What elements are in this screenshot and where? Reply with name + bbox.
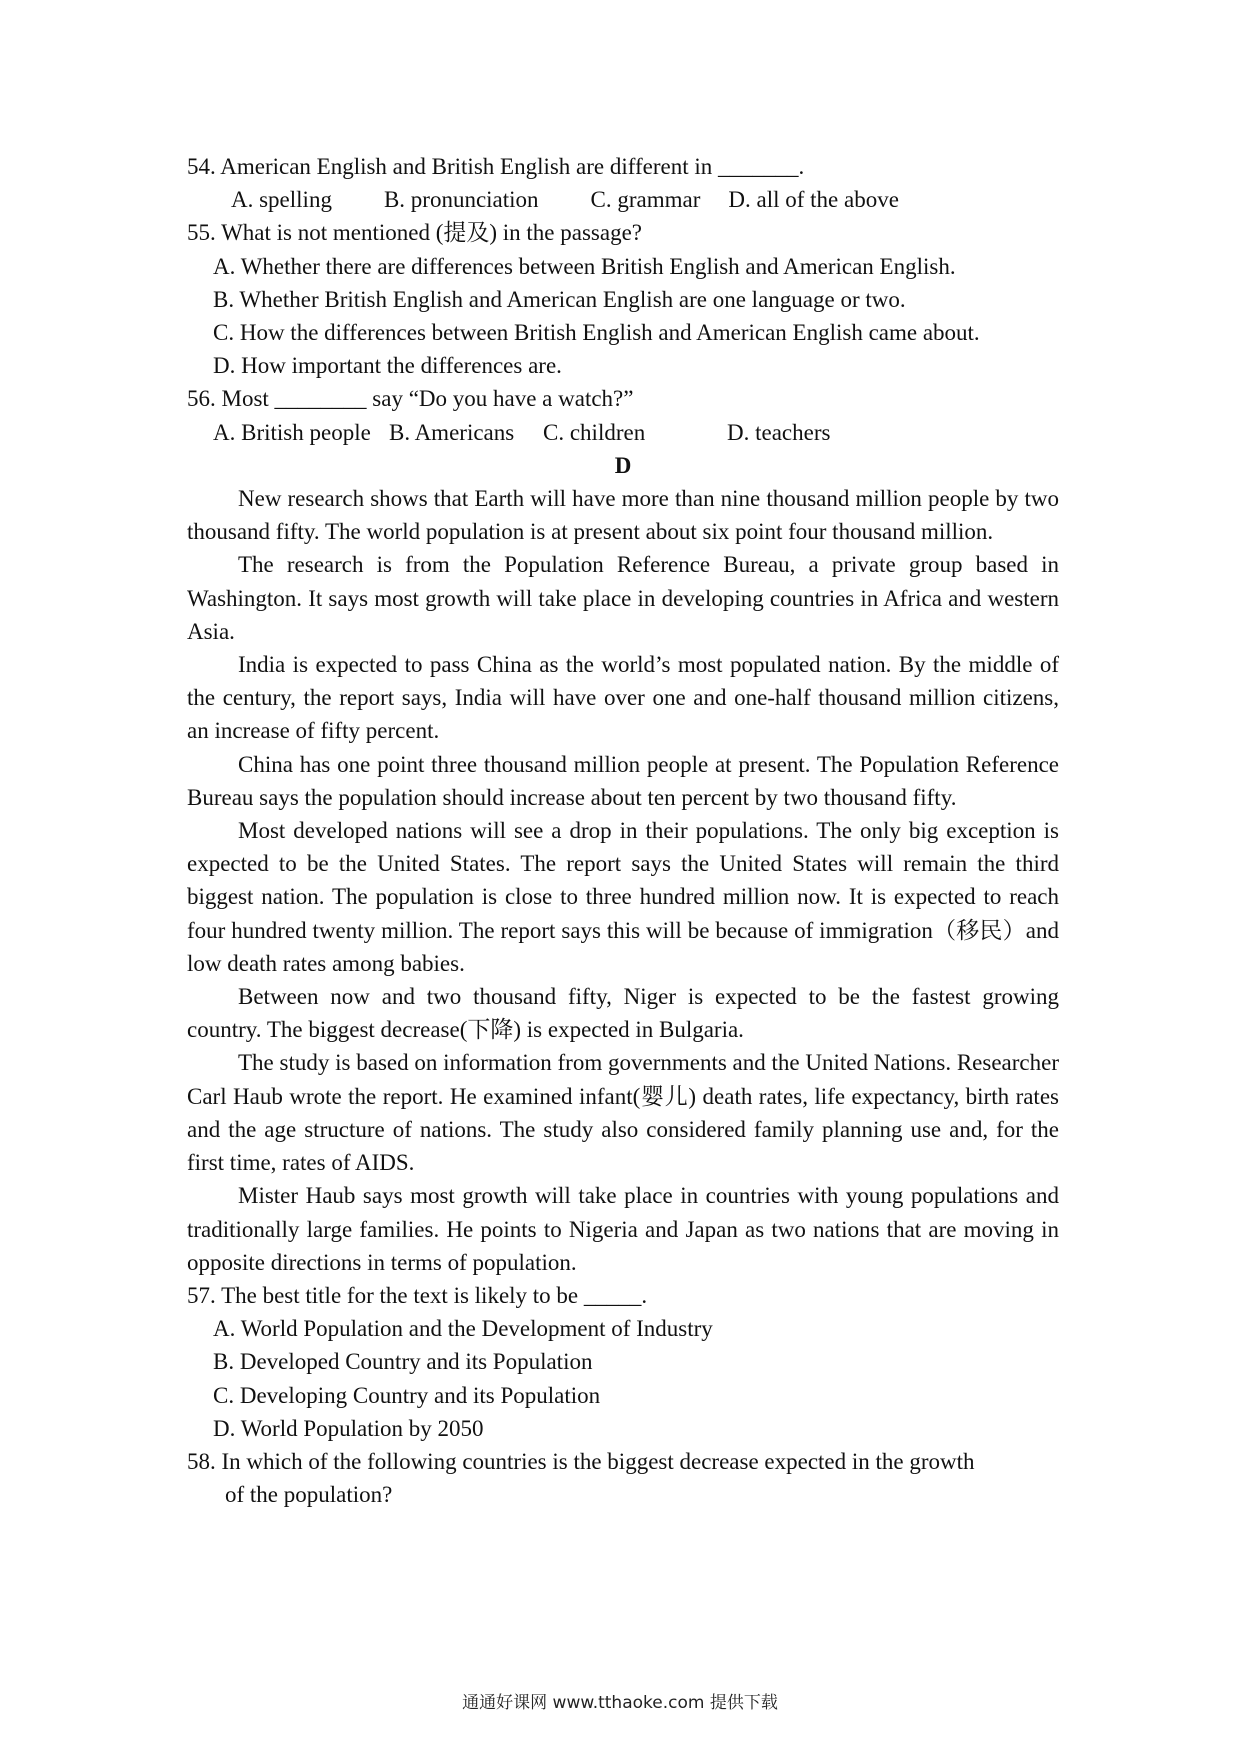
question-58-stem: 58. In which of the following countries is the biggest decrease expected in the growth: [187, 1448, 975, 1474]
q56-option-c: C. children: [543, 419, 646, 445]
q57-option-b: B. Developed Country and its Population: [213, 1349, 593, 1375]
passage-paragraph: Most developed nations will see a drop in their populations. The only big exception is expected to be the United States. The report says the United States will remain the third biggest nation. The population is close to three hundred million now. It is expected to reach four hundred twenty million. The report says this will be because of immigration（移民）and low death rates among babies.: [187, 818, 1059, 976]
question-58-stem-continued: of the population?: [225, 1482, 393, 1508]
q56-option-a: A. British people: [213, 419, 371, 445]
q56-option-d: D. teachers: [727, 419, 831, 445]
q55-option-c: C. How the differences between British English and American English came about.: [213, 320, 980, 346]
q57-option-d: D. World Population by 2050: [213, 1415, 484, 1441]
q56-option-b: B. Americans: [389, 419, 515, 445]
q55-option-d: D. How important the differences are.: [213, 353, 562, 379]
passage-paragraph: Mister Haub says most growth will take place in countries with young populations and traditionally large families. He points to Nigeria and Japan as two nations that are moving in opposite directions in terms of population.: [187, 1183, 1059, 1275]
q54-option-a: A. spelling: [231, 187, 332, 213]
passage-paragraph: China has one point three thousand million people at present. The Population Reference Bureau says the population should increase about ten percent by two thousand fifty.: [187, 751, 1059, 810]
passage-paragraph: The research is from the Population Reference Bureau, a private group based in Washington. It says most growth will take place in developing countries in Africa and western Asia.: [187, 552, 1059, 644]
q57-option-c: C. Developing Country and its Population: [213, 1382, 601, 1408]
q55-option-b: B. Whether British English and American English are one language or two.: [213, 286, 906, 312]
q54-option-c: C. grammar: [590, 187, 701, 213]
passage-paragraph: India is expected to pass China as the world’s most populated nation. By the middle of the century, the report says, India will have over one and one-half thousand million citizens, an increase of fifty percent.: [187, 652, 1059, 744]
q57-option-a: A. World Population and the Development of Industry: [213, 1316, 713, 1342]
page-content: [187, 150, 1059, 1511]
q54-option-b: B. pronunciation: [383, 187, 539, 213]
passage-paragraph: Between now and two thousand fifty, Niger is expected to be the fastest growing country. The biggest decrease(下降) is expected in Bulgaria.: [187, 984, 1059, 1043]
question-56-stem: 56. Most ________ say “Do you have a watch?”: [187, 386, 634, 412]
question-54-stem: 54. American English and British English are different in _______.: [187, 154, 805, 179]
q54-option-d: D. all of the above: [728, 187, 899, 213]
passage-paragraph: New research shows that Earth will have more than nine thousand million people by two thousand fifty. The world population is at present about six point four thousand million.: [187, 486, 1059, 545]
passage-paragraph: The study is based on information from governments and the United Nations. Researcher Carl Haub wrote the report. He examined infant(婴儿) death rates, life expectancy, birth rates and the age structure of nations. The study also considered family planning use and, for the first time, rates of AIDS.: [187, 1050, 1059, 1176]
question-57-stem: 57. The best title for the text is likely to be _____.: [187, 1282, 648, 1308]
question-55-stem: 55. What is not mentioned (提及) in the passage?: [187, 220, 643, 246]
page-footer: 通通好课网 www.tthaoke.com 提供下载: [462, 1693, 778, 1713]
section-d-heading: D: [614, 452, 632, 478]
question-56-options: [213, 416, 1059, 449]
question-54-options: [231, 183, 1059, 216]
q55-option-a: A. Whether there are differences between British English and American English.: [213, 253, 956, 279]
